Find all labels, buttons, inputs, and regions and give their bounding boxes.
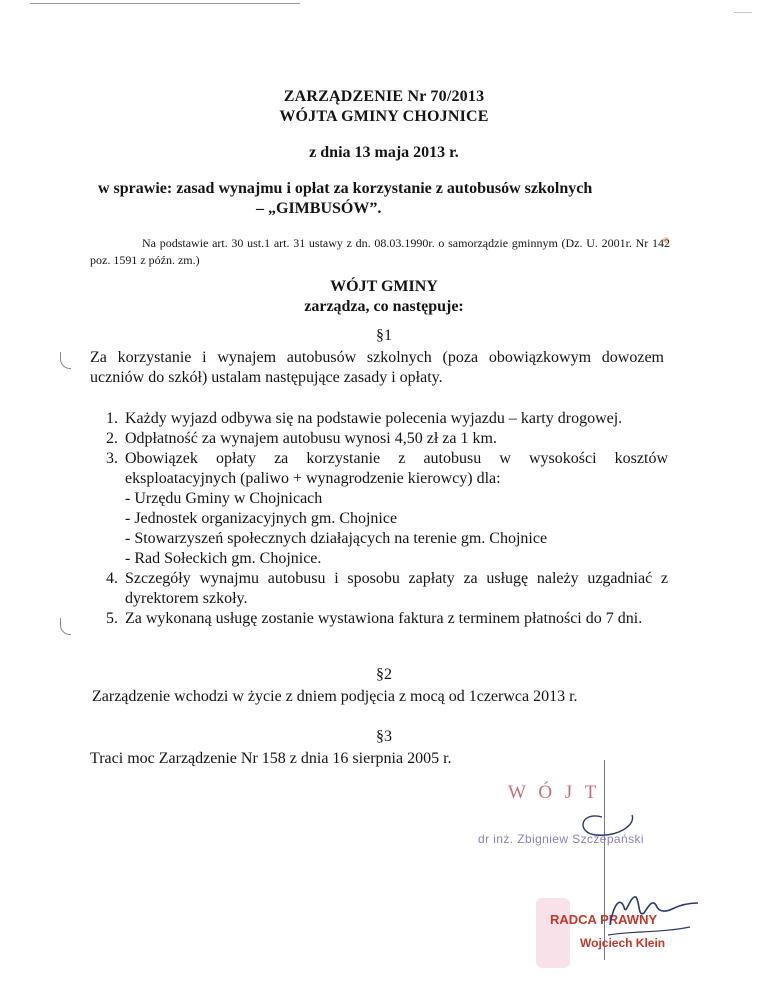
document-date: z dnia 13 maja 2013 r.: [309, 144, 459, 161]
list-item: [108, 449, 668, 569]
list-item-number: 4.: [106, 570, 118, 587]
punch-hole-mark: [60, 618, 71, 635]
list-item-number: 1.: [106, 410, 118, 427]
scan-artifact-mark: [734, 12, 752, 13]
sub-item: - Jednostek organizacyjnych gm. Chojnice: [125, 510, 398, 527]
list-item-text: Za wykonaną usługę zostanie wystawiona faktura z terminem płatności do 7 dni.: [125, 610, 643, 627]
sub-item: - Urzędu Gminy w Chojnicach: [125, 490, 323, 507]
radca-name-stamp: Wojciech Klein: [580, 936, 666, 950]
list-item-text: Odpłatność za wynajem autobusu wynosi 4,50 zł za 1 km.: [125, 430, 497, 447]
decree-authority: WÓJT GMINY: [330, 278, 438, 295]
sub-item: - Rad Sołeckich gm. Chojnice.: [125, 550, 322, 567]
document-title: ZARZĄDZENIE Nr 70/2013: [283, 88, 485, 105]
signature-scribble: [610, 897, 698, 925]
subject-line-2: – „GIMBUSÓW”.: [256, 200, 382, 217]
section-mark-2: §2: [376, 666, 392, 683]
list-item-text: Każdy wyjazd odbywa się na podstawie polecenia wyjazdu – karty drogowej.: [125, 410, 623, 427]
handwritten-signature: [540, 785, 720, 965]
punch-hole-mark: [60, 352, 71, 369]
list-item-text: Obowiązek opłaty za korzystanie z autobusu w wysokości kosztów eksploatacyjnych (paliwo + wynagrodzenie kierowcy) dla:: [125, 450, 668, 487]
document-issuer: WÓJTA GMINY CHOJNICE: [279, 108, 489, 125]
list-item-text: Szczegóły wynajmu autobusu i sposobu zapłaty za usługę należy uzgadniać z dyrektorem szkoły.: [125, 570, 668, 607]
scan-artifact-line: [30, 3, 300, 4]
section3-text: Traci moc Zarządzenie Nr 158 z dnia 16 sierpnia 2005 r.: [90, 750, 452, 767]
list-item: [108, 609, 668, 629]
legal-basis: Na podstawie art. 30 ust.1 art. 31 ustawy z dn. 08.03.1990r. o samorządzie gminnym (Dz. U. 2001r. Nr 142 poz. 1591 z późn. zm.): [90, 236, 670, 267]
subject-line-1: w sprawie: zasad wynajmu i opłat za korzystanie z autobusów szkolnych: [98, 180, 593, 197]
section-mark-1: §1: [376, 327, 392, 344]
section2-text: Zarządzenie wchodzi w życie z dniem podjęcia z mocą od 1czerwca 2013 r.: [92, 688, 578, 705]
list-item-number: 5.: [106, 610, 118, 627]
signature-loop: [583, 815, 633, 835]
wojt-name-stamp: dr inż. Zbigniew Szczepański: [478, 832, 644, 846]
section1-intro: Za korzystanie i wynajem autobusów szkolnych (poza obowiązkowym dowozem uczniów do szkół) ustalam następujące zasady i opłaty.: [90, 349, 664, 386]
wojt-stamp: W Ó J T: [508, 782, 601, 803]
list-item-number: 2.: [106, 430, 118, 447]
radca-stamp: RADCA PRAWNY: [550, 912, 658, 927]
signature-underline: [608, 927, 690, 935]
section-mark-3: §3: [376, 728, 392, 745]
sub-item: - Stowarzyszeń społecznych działających na terenie gm. Chojnice: [125, 530, 548, 547]
list-item: [108, 569, 668, 609]
list-item: [108, 409, 668, 429]
decree-orders: zarządza, co następuje:: [304, 298, 464, 315]
rules-list: [108, 409, 668, 629]
list-item: [108, 429, 668, 449]
list-item-number: 3.: [106, 450, 118, 467]
